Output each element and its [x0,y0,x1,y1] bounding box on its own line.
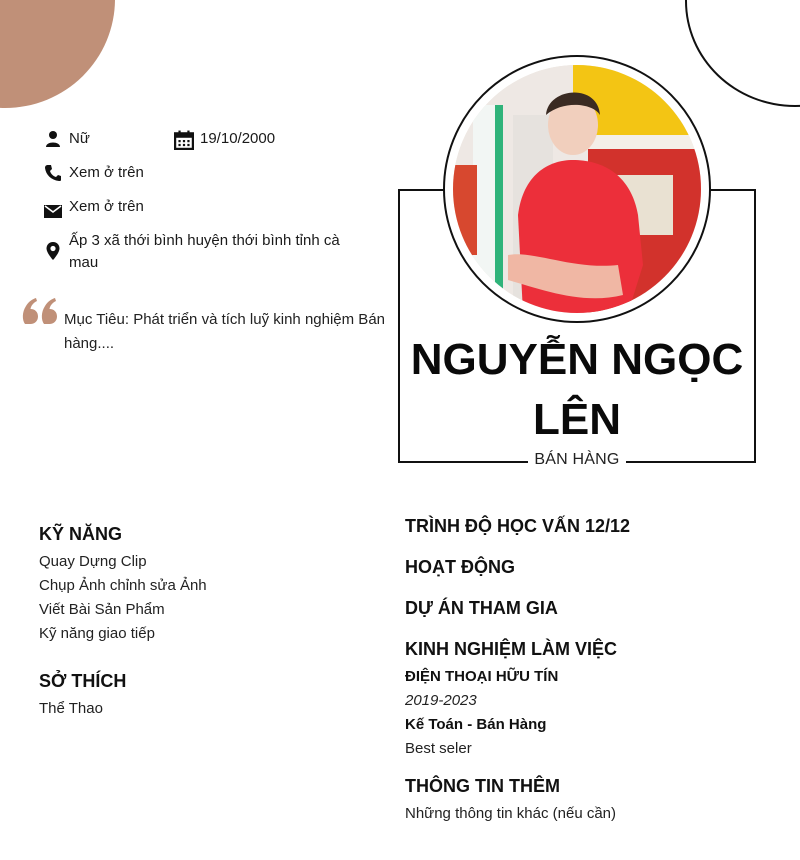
quote-icon [22,298,60,326]
skill-item: Chụp Ảnh chỉnh sửa Ảnh [39,577,207,594]
job-title-wrap [400,451,754,469]
phone-value: Xem ở trên [69,164,144,181]
birthday-value: 19/10/2000 [200,130,276,147]
skills-heading: KỸ NĂNG [39,524,123,544]
hobby-item: Thể Thao [39,700,103,717]
skill-item: Viết Bài Sản Phẩm [39,601,165,618]
gender-row [44,128,384,162]
personal-info [44,128,384,274]
experience-section [405,637,617,761]
projects-section [405,596,558,620]
experience-heading: KINH NGHIỆM LÀM VIỆC [405,639,618,659]
education-section [405,514,630,538]
additional-section [405,774,616,826]
envelope-icon [44,202,62,220]
map-pin-icon [44,242,62,260]
objective [22,296,392,356]
birthday-field [174,128,275,150]
email-value: Xem ở trên [69,198,144,215]
user-icon [44,130,62,148]
address-row [44,230,384,274]
activities-heading: HOẠT ĐỘNG [405,557,515,577]
phone-row [44,162,384,196]
hobbies-section [39,669,126,721]
additional-text: Những thông tin khác (nếu cần) [405,805,617,822]
full-name: NGUYỄN NGỌC LÊN [410,335,744,444]
skills-section [39,522,207,646]
hobbies-heading: SỞ THÍCH [39,671,127,691]
experience-period: 2019-2023 [405,692,477,709]
gender-value: Nữ [69,130,90,147]
education-heading: TRÌNH ĐỘ HỌC VẤN 12/12 [405,516,631,536]
calendar-icon [174,130,194,150]
experience-description: Best seler [405,740,472,757]
phone-icon [44,164,62,182]
projects-heading: DỰ ÁN THAM GIA [405,598,558,618]
address-value: Ấp 3 xã thới bình huyện thới bình tỉnh cà mau [69,232,340,271]
skill-item: Quay Dựng Clip [39,553,147,570]
additional-heading: THÔNG TIN THÊM [405,776,560,796]
experience-role: Kế Toán - Bán Hàng [405,716,547,733]
avatar-frame [443,55,711,323]
email-row [44,196,384,230]
activities-section [405,555,515,579]
skill-item: Kỹ năng giao tiếp [39,625,155,642]
experience-company: ĐIỆN THOẠI HỮU TÍN [405,668,559,685]
decorative-brown-circle [0,0,115,108]
avatar-photo [453,65,701,313]
decorative-ring [685,0,800,107]
objective-text: Mục Tiêu: Phát triển và tích luỹ kinh nghiệm Bán hàng.... [64,311,385,352]
job-title: BÁN HÀNG [528,451,625,469]
avatar [453,65,701,313]
